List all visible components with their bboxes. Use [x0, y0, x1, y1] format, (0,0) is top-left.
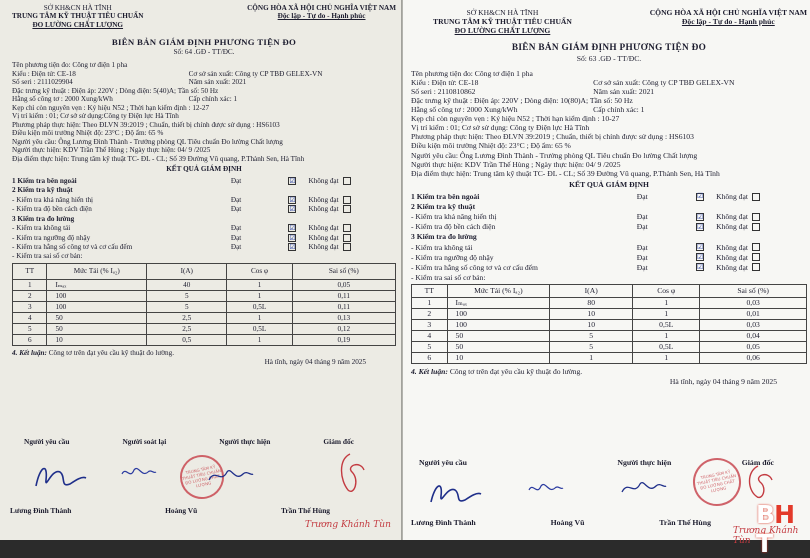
national-heading — [247, 4, 396, 29]
meter-constant: Hằng số công tơ : 2000 Xung/kWh — [12, 95, 113, 104]
check-row — [411, 253, 807, 262]
check-row — [411, 212, 807, 221]
performer-name: Trần Thế Hùng — [659, 518, 711, 527]
table-row — [13, 290, 396, 301]
info-line: Tên phương tiện đo: Công tơ điện 1 pha — [12, 61, 128, 70]
col-header: TT — [13, 263, 47, 279]
pass-checkbox: ☑ — [696, 192, 704, 201]
check-label: - Kiểm tra không tải — [411, 242, 473, 252]
table-cell: 0,19 — [292, 334, 395, 345]
col-header: I(A) — [147, 263, 227, 279]
national-motto: Độc lập - Tự do - Hạnh phúc — [681, 17, 775, 27]
check-label: - Kiểm tra sai số cơ bản: — [12, 252, 83, 261]
table-cell: 6 — [412, 352, 448, 363]
table-cell: 100 — [447, 308, 550, 319]
fail-label: Không đạt — [716, 222, 748, 232]
pass-label: Đạt — [230, 205, 242, 214]
check-row — [411, 222, 807, 231]
table-cell: 1 — [412, 297, 448, 308]
table-cell: 5 — [147, 301, 227, 312]
table-cell: 10 — [47, 334, 147, 345]
checklist — [411, 192, 807, 282]
table-cell: 2 — [412, 308, 448, 319]
check-group — [411, 232, 807, 241]
results-title: KẾT QUẢ GIÁM ĐỊNH — [569, 179, 649, 189]
supervisor-title: Người soát lại — [122, 437, 167, 446]
left-document-sheet — [0, 0, 403, 540]
center-subname: ĐO LƯỜNG CHẤT LƯỢNG — [32, 20, 124, 29]
table-cell: 0,11 — [292, 301, 395, 312]
info-line — [411, 105, 807, 114]
error-table — [411, 284, 807, 364]
table-cell: 10 — [550, 308, 633, 319]
table-cell: 0,13 — [292, 312, 395, 323]
pass-label: Đạt — [230, 224, 242, 233]
check-group — [411, 202, 807, 211]
logo-letter: H — [774, 500, 794, 529]
stamp-text: TRUNG TÂM KỸ THUẬT TIÊU CHUẨN ĐO LƯỜNG CHẤT LƯỢNG — [696, 469, 737, 494]
table-cell: 2 — [13, 290, 47, 301]
performer-signature — [618, 474, 668, 502]
table-body — [13, 279, 396, 345]
manufacture-year: Năm sản xuất: 2021 — [188, 78, 247, 87]
info-line: Người thực hiện: KDV Trần Thế Hùng ; Ngày thực hiện: 04/ 9 /2025 — [12, 146, 211, 155]
table-cell: 0,05 — [700, 341, 807, 352]
manufacture-year: Năm sản xuất: 2021 — [593, 86, 655, 96]
fail-checkbox — [752, 253, 760, 261]
info-line: Đặc trưng kỹ thuật : Điện áp: 220V ; Dòng điện: 10(80)A; Tần số: 50 Hz — [411, 95, 633, 105]
info-line: Phương pháp thực hiện: Theo ĐLVN 39:2019 ; Chuẩn, thiết bị chính được sử dụng : HS6103 — [411, 132, 694, 142]
table-cell: Iₘₐₓ — [47, 279, 147, 290]
pass-checkbox: ☑ — [289, 243, 296, 252]
info-line — [12, 78, 396, 86]
check-label: - Kiểm tra ngưỡng độ nhậy — [411, 252, 494, 262]
supervisor-signature — [525, 478, 565, 500]
document-title: BIÊN BẢN GIÁM ĐỊNH PHƯƠNG TIỆN ĐO — [511, 43, 707, 54]
fail-label: Không đạt — [308, 195, 339, 204]
table-row — [412, 330, 807, 341]
conclusion — [12, 349, 396, 357]
document-header — [411, 8, 807, 35]
table-cell: 3 — [412, 319, 448, 330]
check-row — [411, 273, 807, 282]
table-cell: 1 — [13, 279, 47, 290]
requester-title: Người yêu cầu — [419, 458, 467, 467]
table-cell: 1 — [550, 352, 633, 363]
pass-checkbox: ☑ — [696, 222, 704, 231]
check-label: - Kiểm tra độ bền cách điện — [411, 222, 496, 232]
manufacturer: Cơ sở sản xuất: Công ty CP TBĐ GELEX-VN — [188, 69, 323, 78]
table-row — [13, 279, 396, 290]
table-cell: 0,04 — [700, 330, 807, 341]
document-header — [12, 4, 396, 29]
fail-label: Không đạt — [308, 242, 339, 251]
check-group-label: 2 Kiểm tra kỹ thuật — [411, 202, 476, 212]
pass-label: Đạt — [636, 212, 648, 222]
table-cell: 1 — [633, 330, 700, 341]
table-row — [412, 297, 807, 308]
col-header: Sai số (%) — [700, 284, 807, 297]
conclusion — [411, 367, 807, 376]
table-row — [13, 323, 396, 334]
device-info — [411, 69, 807, 178]
right-document — [411, 8, 807, 386]
table-cell: 40 — [147, 279, 227, 290]
col-header: TT — [412, 284, 448, 297]
fail-label: Không đạt — [308, 176, 339, 185]
performer-name: Trần Thế Hùng — [280, 506, 330, 515]
pass-label: Đạt — [636, 252, 648, 262]
check-group-label: 3 Kiểm tra đo lường — [12, 214, 75, 223]
logo-letter: T — [756, 529, 773, 558]
pass-label: Đạt — [230, 242, 242, 251]
director-signature — [738, 462, 778, 502]
check-row — [12, 234, 396, 242]
conclusion-label: 4. Kết luận: — [12, 348, 47, 357]
table-cell: 1 — [227, 334, 292, 345]
check-label: - Kiểm tra độ bền cách điện — [12, 205, 92, 214]
performer-title: Người thực hiện — [219, 437, 271, 446]
pass-label: Đạt — [230, 176, 242, 185]
info-line — [411, 78, 807, 87]
performer-signature — [205, 462, 255, 492]
info-line: Kẹp chì còn nguyên vẹn : Ký hiệu N52 ; Thời hạn kiểm định : 12-27 — [12, 103, 210, 112]
table-cell: 4 — [412, 330, 448, 341]
table-row — [13, 312, 396, 323]
table-cell: Iₘₐₓ — [447, 297, 550, 308]
table-cell: 50 — [447, 330, 550, 341]
col-header: Cos φ — [227, 263, 292, 279]
signature-titles — [24, 437, 354, 446]
requester-signature — [425, 476, 485, 512]
check-label: - Kiểm tra ngưỡng độ nhậy — [12, 233, 91, 242]
fail-label: Không đạt — [716, 191, 748, 201]
check-label: - Kiểm tra hằng số công tơ và cơ cấu đếm — [411, 262, 538, 272]
table-cell: 80 — [550, 297, 633, 308]
conclusion-text: Công tơ trên đạt yêu cầu kỹ thuật đo lường. — [48, 348, 175, 357]
table-row — [13, 301, 396, 312]
fail-checkbox — [343, 177, 351, 185]
check-row — [12, 205, 396, 213]
table-cell: 0,01 — [700, 308, 807, 319]
document-title: BIÊN BẢN GIÁM ĐỊNH PHƯƠNG TIỆN ĐO — [111, 37, 297, 48]
fail-checkbox — [343, 234, 351, 242]
info-line: Đặc trưng kỹ thuật : Điện áp: 220V ; Dòng điện: 5(40)A; Tần số: 50 Hz — [12, 86, 219, 95]
document-number: Số: 64 .GĐ - TT/ĐC. — [173, 47, 235, 56]
info-line — [12, 95, 396, 103]
pass-label: Đạt — [636, 222, 648, 232]
table-cell: 100 — [447, 319, 550, 330]
table-cell: 0,5L — [633, 341, 700, 352]
director-name: Trương Khánh Tùn — [733, 526, 799, 546]
col-header: Mức Tải (% Iₐ₂) — [447, 284, 550, 297]
table-cell: 0,5L — [633, 319, 700, 330]
table-cell: 2,5 — [147, 323, 227, 334]
supervisor-signature — [118, 462, 158, 484]
table-cell: 0,06 — [700, 352, 807, 363]
table-cell: 0,03 — [700, 297, 807, 308]
pass-label: Đạt — [636, 262, 648, 272]
fail-checkbox — [752, 213, 760, 221]
table-cell: 4 — [13, 312, 47, 323]
check-row — [12, 177, 396, 185]
center-name: TRUNG TÂM KỸ THUẬT TIÊU CHUẨN — [12, 12, 144, 21]
pass-checkbox: ☑ — [289, 233, 296, 242]
fail-label: Không đạt — [716, 252, 748, 262]
check-row — [411, 243, 807, 252]
signer-names — [411, 518, 711, 527]
info-line — [12, 70, 396, 78]
table-row — [412, 308, 807, 319]
check-label: 1 Kiểm tra bên ngoài — [12, 176, 77, 185]
logo-letter: B — [756, 500, 775, 529]
pass-label: Đạt — [636, 242, 648, 252]
col-header: I(A) — [550, 284, 633, 297]
pass-checkbox: ☑ — [696, 242, 704, 251]
table-cell: 100 — [47, 301, 147, 312]
col-header: Cos φ — [633, 284, 700, 297]
table-cell: 1 — [633, 352, 700, 363]
col-header: Sai số (%) — [292, 263, 395, 279]
pass-label: Đạt — [636, 191, 648, 201]
check-label: 1 Kiểm tra bên ngoài — [411, 191, 480, 201]
table-cell: 0,03 — [700, 319, 807, 330]
nation-name: CỘNG HÒA XÃ HỘI CHỦ NGHĨA VIỆT NAM — [649, 8, 807, 17]
nation-name: CỘNG HÒA XÃ HỘI CHỦ NGHĨA VIỆT NAM — [247, 4, 396, 12]
check-row — [12, 196, 396, 204]
document-number: Số: 63 .GĐ - TT/ĐC. — [576, 54, 642, 64]
table-cell: 0,12 — [292, 323, 395, 334]
fail-label: Không đạt — [308, 233, 339, 242]
fail-checkbox — [752, 243, 760, 251]
table-cell: 50 — [447, 341, 550, 352]
fail-checkbox — [343, 205, 351, 213]
pass-label: Đạt — [230, 195, 242, 204]
performer-title: Người thực hiện — [617, 458, 672, 467]
table-cell: 5 — [412, 341, 448, 352]
table-cell: 1 — [633, 308, 700, 319]
pass-checkbox: ☑ — [696, 212, 704, 221]
national-heading — [650, 8, 807, 35]
fail-checkbox — [752, 263, 760, 271]
info-line: Người yêu cầu: Ông Lương Đình Thành - Trưởng phòng QL Tiêu chuẩn Đo lường Chất lượng — [411, 150, 698, 160]
check-group-label: 3 Kiểm tra đo lường — [411, 232, 477, 242]
accuracy-class: Cấp chính xác: 1 — [188, 95, 238, 104]
info-line — [411, 87, 807, 96]
dept-name: SỞ KH&CN HÀ TĨNH — [43, 4, 112, 12]
director-signature — [330, 450, 370, 498]
table-cell: 1 — [633, 297, 700, 308]
table-cell: 100 — [47, 290, 147, 301]
info-line: Địa điểm thực hiện: Trung tâm kỹ thuật TC- ĐL - CL; Số 39 Đường Vũ quang, P.Thành Sen, Hà Tĩnh — [411, 168, 720, 178]
table-cell: 0,5 — [147, 334, 227, 345]
dept-name: SỞ KH&CN HÀ TĨNH — [466, 8, 539, 17]
info-line: Kẹp chì còn nguyên vẹn : Ký hiệu N52 ; Thời hạn kiểm định : 10-27 — [411, 114, 620, 124]
table-cell: 1 — [227, 290, 292, 301]
check-group-label: 2 Kiểm tra kỹ thuật — [12, 186, 73, 195]
check-group — [12, 186, 396, 194]
table-cell: 3 — [13, 301, 47, 312]
fail-checkbox — [752, 193, 760, 201]
device-info — [12, 61, 396, 163]
fail-label: Không đạt — [716, 242, 748, 252]
check-label: - Kiểm tra khả năng hiển thị — [12, 195, 94, 204]
check-row — [411, 192, 807, 201]
director-title: Giám đốc — [323, 437, 354, 446]
info-line: Người yêu cầu: Ông Lương Đình Thành - Trưởng phòng QL Tiêu chuẩn Đo lường Chất lượng — [12, 137, 283, 146]
national-motto: Độc lập - Tự do - Hạnh phúc — [277, 12, 366, 21]
supervisor-name: Hoàng Vũ — [165, 506, 198, 515]
checklist — [12, 177, 396, 261]
requester-title: Người yêu cầu — [24, 437, 70, 446]
requester-signature — [30, 458, 90, 498]
table-header-row — [13, 263, 396, 279]
left-document — [12, 4, 396, 367]
table-cell: 0,05 — [292, 279, 395, 290]
info-line: Vị trí kiểm : 01; Cơ sở sử dụng: Công ty Điện lực Hà Tĩnh — [411, 123, 590, 133]
table-cell: 5 — [13, 323, 47, 334]
model: Kiểu : Điện tử: CE-18 — [12, 69, 76, 78]
info-line: Vị trí kiểm : 01; Cơ sở sử dụng:Công ty Điện lực Hà Tĩnh — [12, 112, 179, 121]
center-subname: ĐO LƯỜNG CHẤT LƯỢNG — [454, 26, 551, 36]
right-document-sheet — [403, 0, 810, 546]
check-group — [12, 215, 396, 223]
table-body — [412, 297, 807, 363]
info-line: Điều kiện môi trường Nhiệt độ: 23°C ; Độ ẩm: 65 % — [12, 129, 164, 138]
col-header: Mức Tải (% Iₐ₂) — [47, 263, 147, 279]
table-cell: 1 — [227, 279, 292, 290]
pass-checkbox: ☑ — [289, 176, 296, 185]
table-cell: 1 — [227, 312, 292, 323]
check-row — [411, 263, 807, 272]
manufacturer: Cơ sở sản xuất: Công ty CP TBĐ GELEX-VN — [593, 77, 735, 87]
issuing-organization — [433, 8, 572, 35]
table-cell: 0,5L — [227, 301, 292, 312]
fail-label: Không đạt — [308, 224, 339, 233]
results-title: KẾT QUẢ GIÁM ĐỊNH — [166, 165, 242, 174]
check-label: - Kiểm tra sai số cơ bản: — [411, 272, 486, 282]
fail-label: Không đạt — [716, 212, 748, 222]
table-header-row — [412, 284, 807, 297]
check-label: - Kiểm tra không tải — [12, 224, 71, 233]
director-name: Trương Khánh Tùn — [305, 520, 391, 530]
fail-label: Không đạt — [308, 205, 339, 214]
conclusion-label: 4. Kết luận: — [411, 366, 448, 376]
table-row — [412, 319, 807, 330]
table-cell: 50 — [47, 323, 147, 334]
accuracy-class: Cấp chính xác: 1 — [593, 104, 645, 114]
table-cell: 2,5 — [147, 312, 227, 323]
pass-label: Đạt — [230, 233, 242, 242]
signing-date: Hà tĩnh, ngày 04 tháng 9 năm 2025 — [669, 377, 777, 387]
check-row — [12, 243, 396, 251]
pass-checkbox: ☑ — [696, 263, 704, 272]
error-table — [12, 263, 396, 346]
table-cell: 5 — [550, 341, 633, 352]
check-row — [12, 252, 396, 260]
serial-number: Số seri : 2111029904 — [12, 78, 73, 87]
info-line: Người thực hiện: KDV Trần Thế Hùng ; Ngày thực hiện: 04/ 9 /2025 — [411, 159, 621, 169]
issuing-organization — [12, 4, 143, 29]
info-line: Phương pháp thực hiện: Theo ĐLVN 39:2019 ; Chuẩn, thiết bị chính được sử dụng : HS6103 — [12, 120, 280, 129]
meter-constant: Hằng số công tơ : 2000 Xung/kWh — [411, 104, 518, 114]
info-line: Tên phương tiện đo: Công tơ điện 1 pha — [411, 68, 533, 78]
table-cell: 5 — [550, 330, 633, 341]
stamp-text: TRUNG TÂM KỸ THUẬT TIÊU CHUẨN ĐO LƯỜNG CHẤT LƯỢNG — [181, 464, 222, 489]
table-cell: 10 — [447, 352, 550, 363]
conclusion-text: Công tơ trên đạt yêu cầu kỹ thuật đo lường. — [449, 366, 583, 376]
table-cell: 0,11 — [292, 290, 395, 301]
supervisor-name: Hoàng Vũ — [550, 518, 585, 527]
table-row — [412, 341, 807, 352]
pass-checkbox: ☑ — [289, 195, 296, 204]
fail-checkbox — [343, 196, 351, 204]
table-cell: 5 — [147, 290, 227, 301]
requester-name: Lương Đình Thành — [411, 518, 476, 527]
pass-checkbox: ☑ — [696, 252, 704, 261]
info-line: Điều kiện môi trường Nhiệt độ: 23°C ; Độ ẩm: 65 % — [411, 141, 571, 151]
center-name: TRUNG TÂM KỸ THUẬT TIÊU CHUẨN — [433, 17, 572, 27]
info-line: Địa điểm thực hiện: Trung tâm kỹ thuật TC- ĐL - CL; Số 39 Đường Vũ quang, P.Thành Sen, Hà Tĩnh — [12, 154, 305, 163]
pass-checkbox: ☑ — [289, 205, 296, 214]
table-cell: 10 — [550, 319, 633, 330]
director-title: Giám đốc — [741, 458, 774, 467]
fail-checkbox — [343, 243, 351, 251]
fail-checkbox — [752, 223, 760, 231]
fail-checkbox — [343, 224, 351, 232]
model: Kiểu : Điện tử: CE-18 — [411, 77, 479, 87]
check-row — [12, 224, 396, 232]
serial-number: Số seri : 2110810862 — [411, 86, 476, 96]
table-cell: 6 — [13, 334, 47, 345]
table-cell: 0,5L — [227, 323, 292, 334]
pass-checkbox: ☑ — [289, 224, 296, 233]
check-label: - Kiểm tra hằng số công tơ và cơ cấu đếm — [12, 242, 133, 251]
fail-label: Không đạt — [716, 262, 748, 272]
signing-date: Hà tĩnh, ngày 04 tháng 9 năm 2025 — [264, 358, 366, 367]
requester-name: Lương Đình Thành — [10, 506, 72, 515]
table-row — [13, 334, 396, 345]
check-label: - Kiểm tra khả năng hiển thị — [411, 212, 497, 222]
signer-names — [10, 506, 370, 515]
table-row — [412, 352, 807, 363]
table-cell: 50 — [47, 312, 147, 323]
